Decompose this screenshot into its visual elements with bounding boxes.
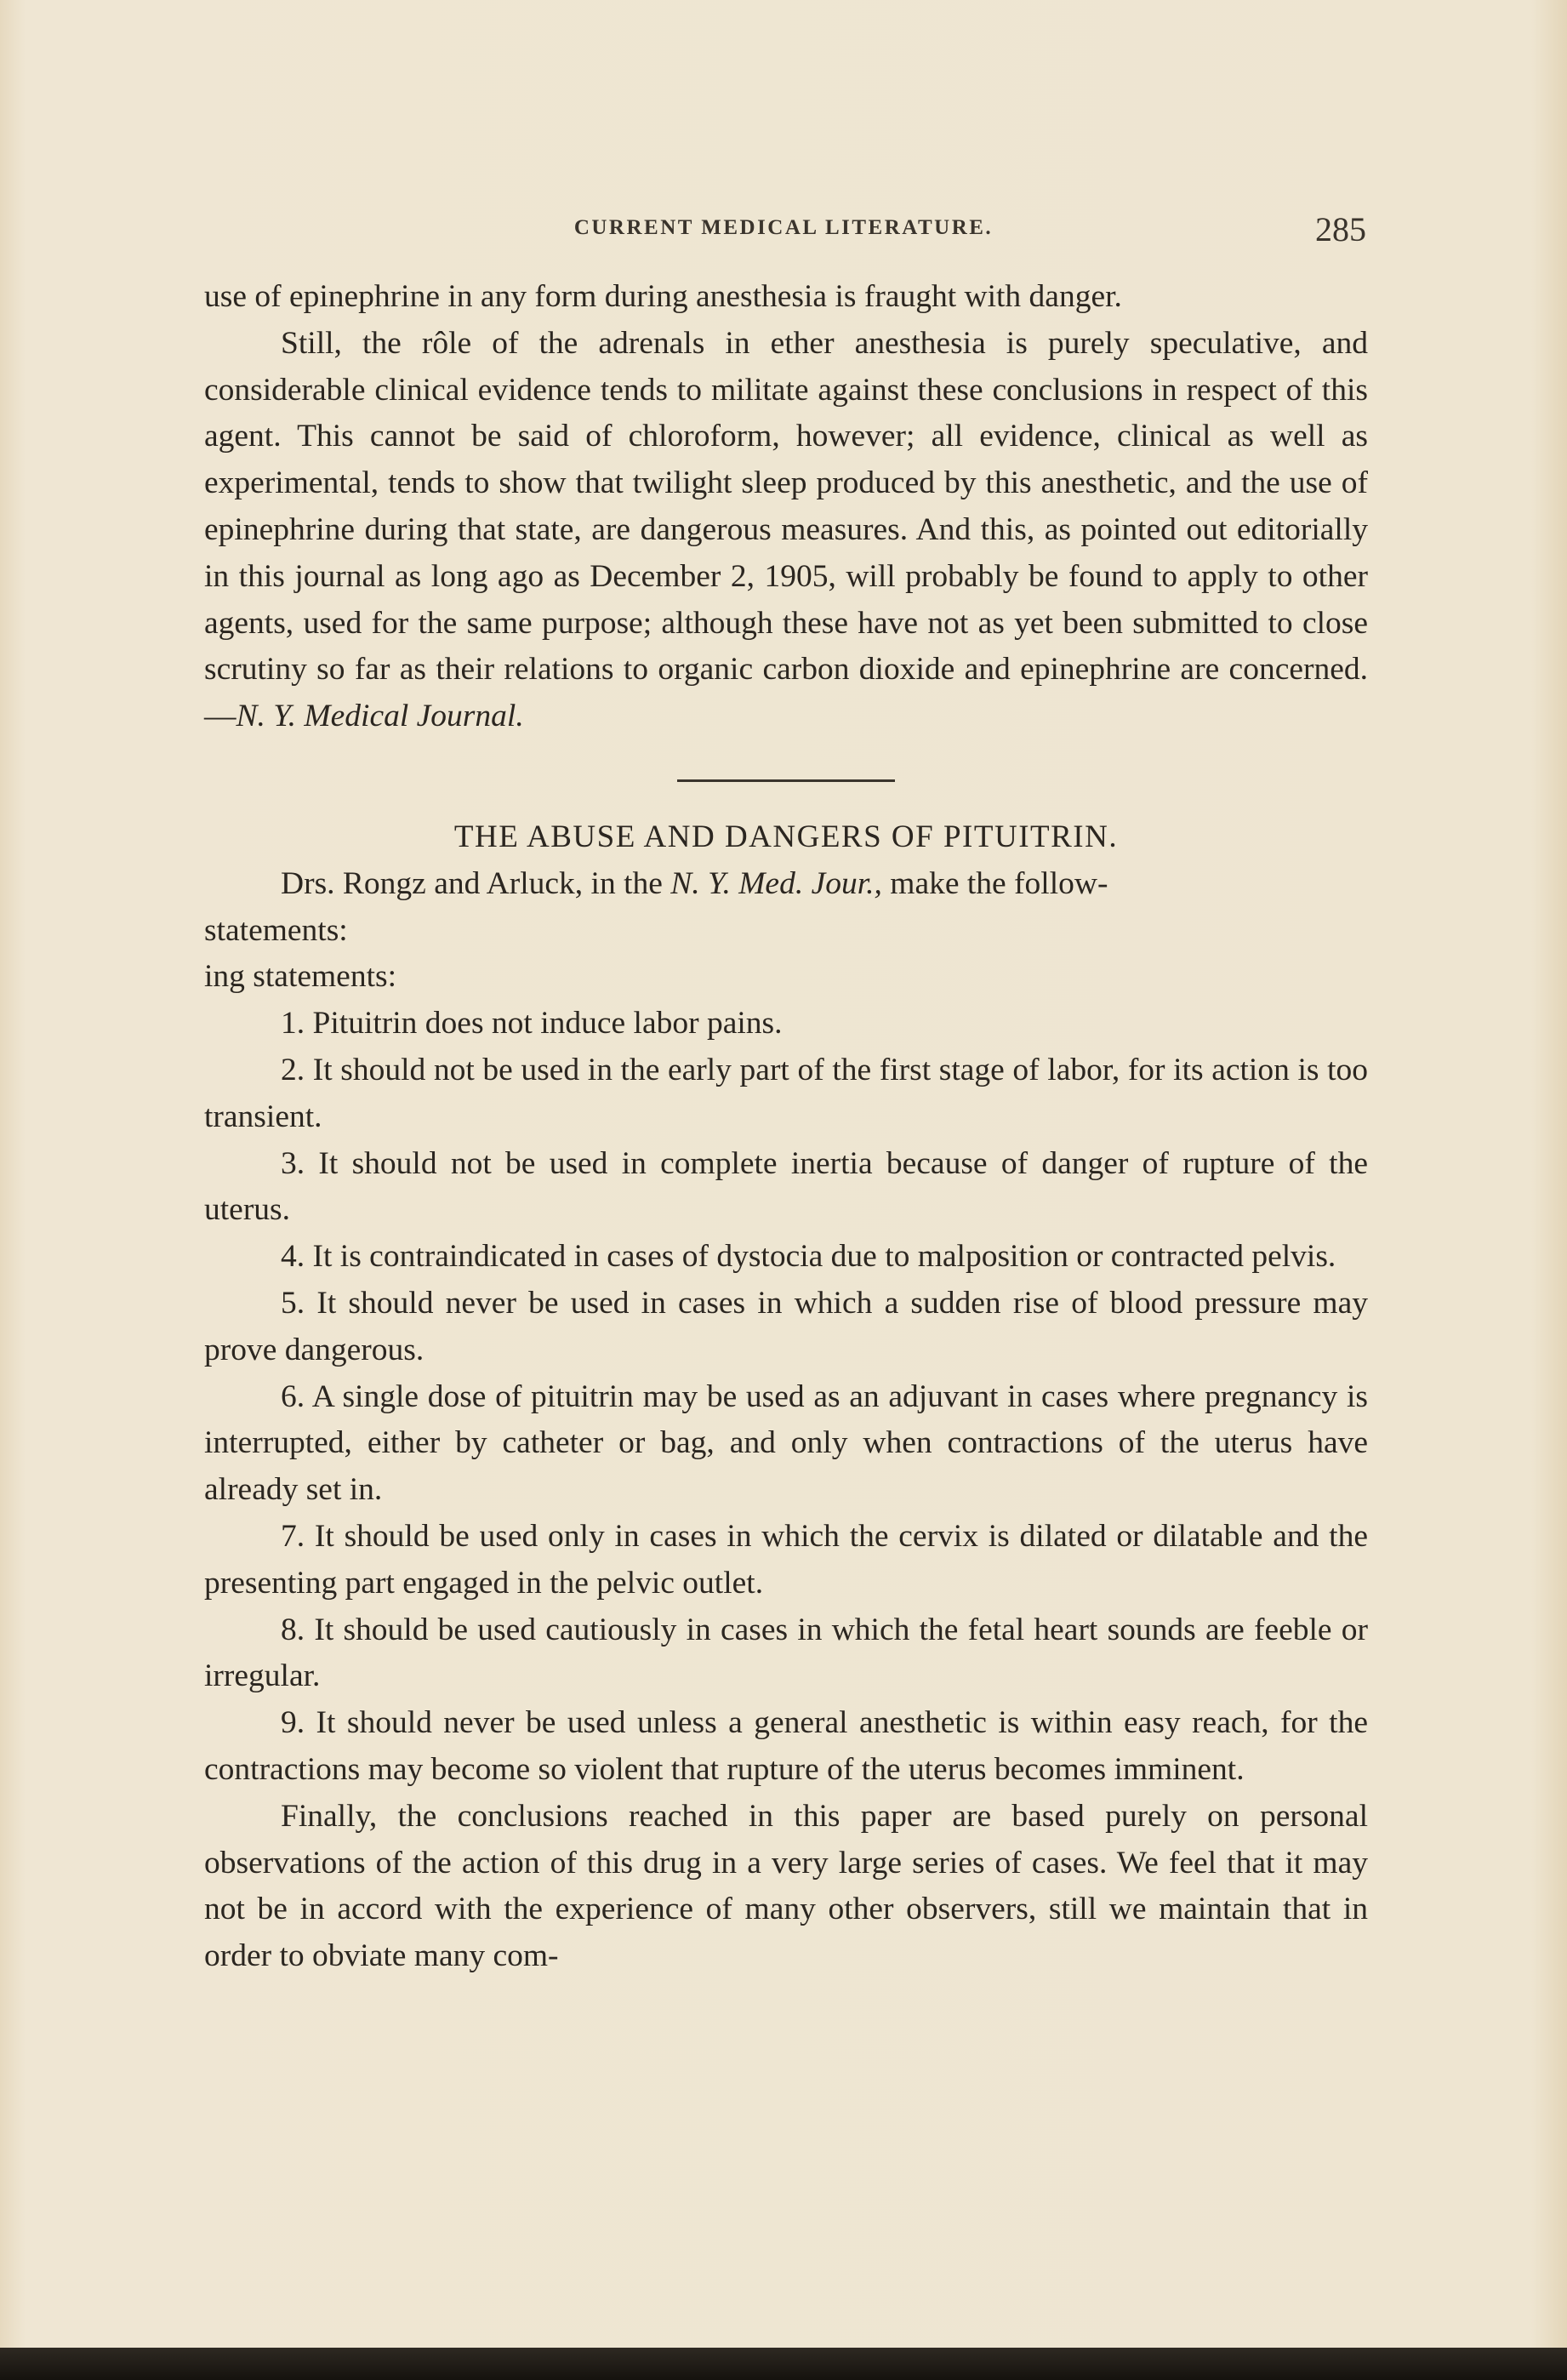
list-item: 1. Pituitrin does not induce labor pains. [281, 1006, 783, 1042]
intro-journal: N. Y. Med. Jour., [670, 865, 882, 901]
section-intro [204, 861, 1368, 908]
article-paragraph-text: Still, the rôle of the adrenals in ether anesthesia is purely speculative, and considerable clinical evidence tends to militate against these conclusions in respect of this agent. This cannot be said of chloroform, however; all evidence, clinical as well as experimental, tends to show that twilight sleep produced by this anesthetic, and the use of epinephrine during that state, are dangerous measures. And this, as pointed out editorially in this journal as long ago as December 2, 1905, will probably be found to apply to other agents, used for the same purpose; although these have not as yet been submitted to close scrutiny so far as their relations to organic carbon dioxide and epinephrine are concerned.— [204, 325, 1368, 734]
intro-text-before: Drs. Rongz and Arluck, in the [281, 865, 663, 901]
list-item: 8. It should be used cautiously in cases in which the fetal heart sounds are feeble or irregular. [204, 1612, 1368, 1694]
list-item: 4. It is contraindicated in cases of dystocia due to malposition or contracted pelvis. [281, 1239, 1336, 1275]
article-paragraph [204, 321, 1368, 740]
article-source: N. Y. Medical Journal. [236, 699, 524, 734]
list-item: 7. It should be used only in cases in which the cervix is dilated or dilatable and the presenting part engaged in the pelvic outlet. [204, 1518, 1368, 1601]
stray-line: statements: [204, 912, 348, 948]
running-title: CURRENT MEDICAL LITERATURE. [573, 216, 994, 239]
list-item: 2. It should not be used in the early part of the first stage of labor, for its action is too transient. [204, 1052, 1368, 1134]
article-paragraph-continued: use of epinephrine in any form during anesthesia is fraught with danger. [204, 279, 1122, 314]
intro-text-after: make the follow- [890, 865, 1108, 901]
text-block [204, 274, 1368, 1980]
conclusion-paragraph: Finally, the conclusions reached in this paper are based purely on personal observations of the action of this drug in a very large series of cases. We feel that it may not be in accord with the experience of many other observers, still we maintain that in order to obviate many com- [204, 1798, 1368, 1974]
running-head [0, 209, 1567, 252]
section-divider [677, 779, 895, 782]
list-item: 5. It should never be used in cases in which a sudden rise of blood pressure may prove dangerous. [204, 1285, 1368, 1367]
list-item: 3. It should not be used in complete inertia because of danger of rupture of the uterus. [204, 1145, 1368, 1228]
section-title: THE ABUSE AND DANGERS OF PITUITRIN. [453, 819, 1119, 854]
list-item: 6. A single dose of pituitrin may be used as an adjuvant in cases where pregnancy is interrupted, either by catheter or bag, and only when contractions of the uterus have already set in. [204, 1378, 1368, 1508]
bottom-edge-shadow [0, 2348, 1567, 2380]
section-intro-continued: ing statements: [204, 959, 397, 995]
list-item: 9. It should never be used unless a general anesthetic is within easy reach, for the contractions may become so violent that rupture of the uterus becomes imminent. [204, 1705, 1368, 1787]
page-number: 285 [1315, 210, 1366, 248]
